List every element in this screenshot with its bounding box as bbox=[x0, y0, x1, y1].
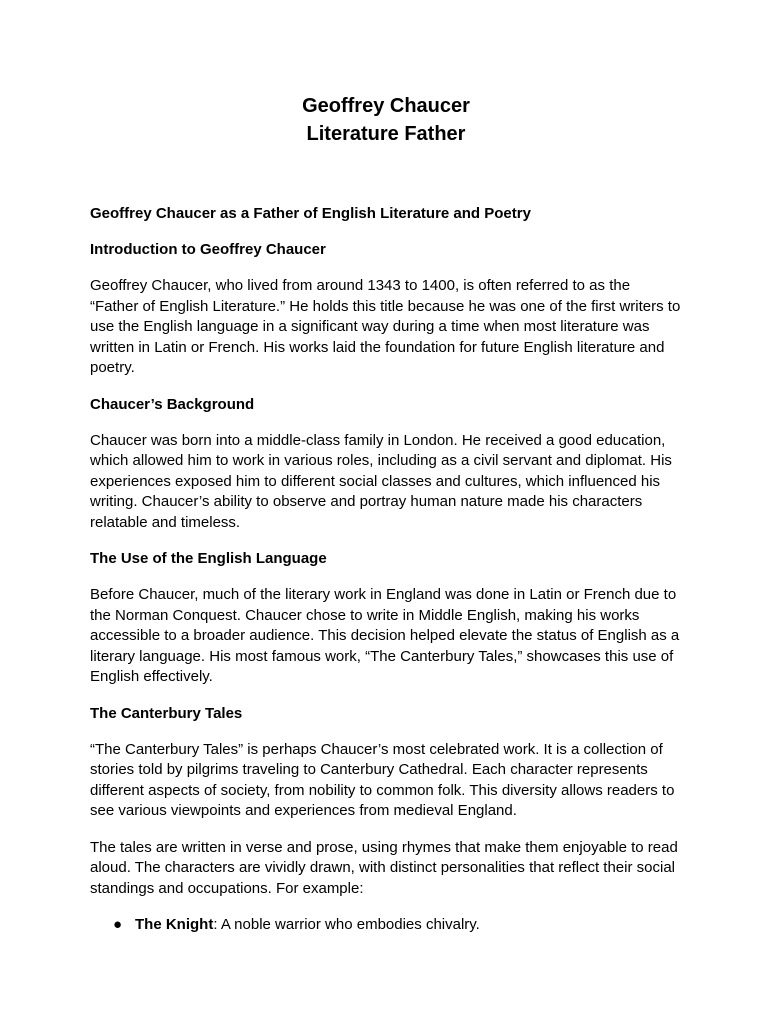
main-heading: Geoffrey Chaucer as a Father of English Literature and Poetry bbox=[90, 205, 531, 222]
intro-paragraph: Geoffrey Chaucer, who lived from around 1343 to 1400, is often referred to as the “Father of English Literature.” He holds this title because he was one of the first writers to use the English language in a significant way during a time when most literature was written in Latin or French. His works laid the foundation for future English literature and poetry. bbox=[90, 277, 681, 376]
title-line-1: Geoffrey Chaucer bbox=[302, 95, 470, 117]
document-page bbox=[90, 92, 682, 936]
language-paragraph: Before Chaucer, much of the literary work in England was done in Latin or French due to the Norman Conquest. Chaucer chose to write in Middle English, making his works accessible to a broader audience. This decision helped elevate the status of English as a literary language. His most famous work, “The Canterbury Tales,” showcases this use of English effectively. bbox=[90, 586, 680, 685]
language-heading: The Use of the English Language bbox=[90, 550, 327, 567]
example-term: The Knight bbox=[135, 916, 214, 933]
list-item bbox=[90, 915, 682, 936]
intro-heading: Introduction to Geoffrey Chaucer bbox=[90, 241, 326, 258]
example-description: : A noble warrior who embodies chivalry. bbox=[213, 916, 480, 933]
background-paragraph: Chaucer was born into a middle-class family in London. He received a good education, which allowed him to work in various roles, including as a civil servant and diplomat. His experiences exposed him to different social classes and cultures, which influenced his writing. Chaucer’s ability to observe and portray human nature made his characters relatable and timeless. bbox=[90, 431, 672, 531]
examples-list bbox=[90, 915, 682, 936]
document-title bbox=[90, 92, 682, 148]
tales-paragraph-1: “The Canterbury Tales” is perhaps Chaucer’s most celebrated work. It is a collection of stories told by pilgrims traveling to Canterbury Cathedral. Each character represents different aspects of society, from nobility to common folk. This diversity allows readers to see various viewpoints and experiences from medieval England. bbox=[90, 740, 675, 819]
background-heading: Chaucer’s Background bbox=[90, 395, 255, 413]
tales-paragraph-2: The tales are written in verse and prose, using rhymes that make them enjoyable to read aloud. The characters are vividly drawn, with distinct personalities that reflect their social standings and occupations. For example: bbox=[90, 838, 678, 897]
bullet-icon: ● bbox=[113, 916, 123, 933]
tales-heading: The Canterbury Tales bbox=[90, 704, 243, 722]
title-line-2: Literature Father bbox=[306, 123, 466, 145]
